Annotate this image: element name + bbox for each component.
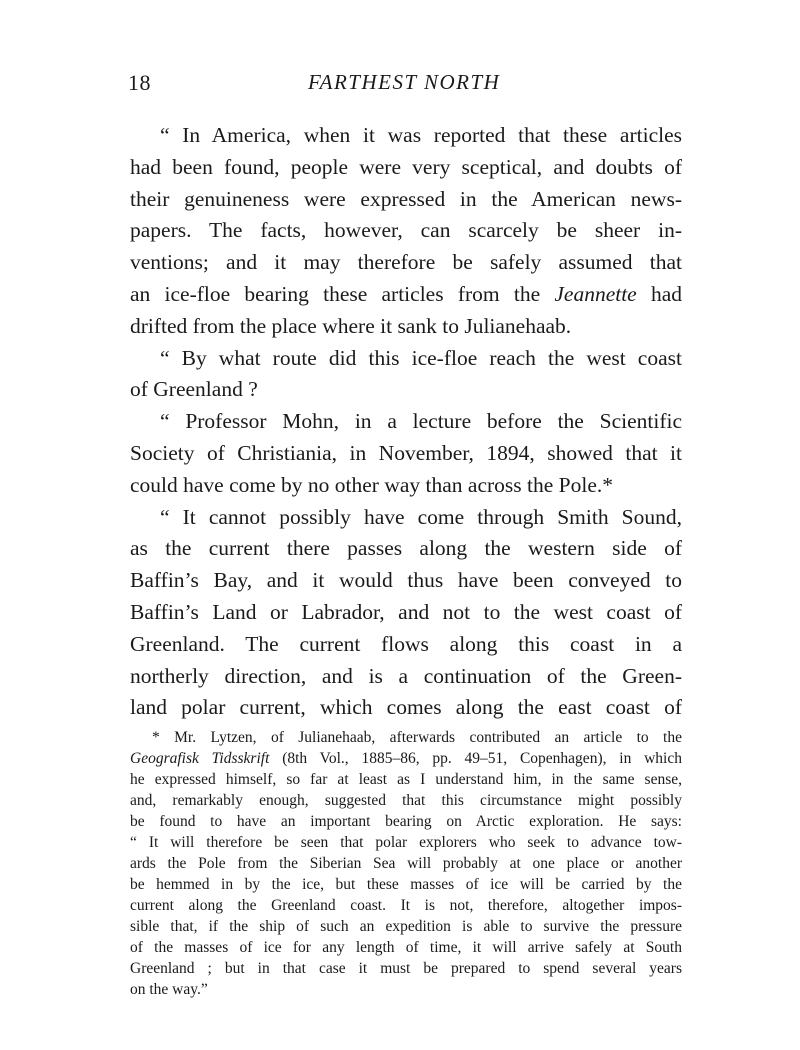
body-line: could have come by no other way than across the Pole.* bbox=[130, 472, 614, 497]
footnote-line-part: (8th Vol., 1885–86, pp. 49–51, Copenhagen), in which bbox=[282, 750, 682, 767]
body-line: land polar current, which comes along the east coast of bbox=[130, 695, 682, 720]
ship-name-italic: Jeannette bbox=[554, 281, 637, 306]
body-line-part: had bbox=[650, 281, 683, 306]
body-line: Greenland. The current flows along this coast in a bbox=[130, 631, 682, 656]
footnote-line: “ It will therefore be seen that polar explorers who seek to advance tow- bbox=[130, 834, 682, 851]
footnote-line: sible that, if the ship of such an expedition is able to survive the pressure bbox=[130, 918, 682, 935]
body-line: drifted from the place where it sank to Julianehaab. bbox=[130, 313, 572, 338]
footnote-line: * Mr. Lytzen, of Julianehaab, afterwards contributed an article to the bbox=[152, 729, 682, 746]
body-line: “ By what route did this ice-floe reach the west coast bbox=[160, 345, 682, 370]
body-line: Baffin’s Land or Labrador, and not to the west coast of bbox=[130, 599, 682, 624]
body-line: had been found, people were very sceptical, and doubts of bbox=[130, 154, 682, 179]
footnote-line: be found to have an important bearing on Arctic exploration. He says: bbox=[130, 813, 682, 830]
footnote-line-with-italic bbox=[130, 748, 682, 769]
footnote-line: ards the Pole from the Siberian Sea will probably at one place or another bbox=[130, 855, 682, 872]
body-line: as the current there passes along the western side of bbox=[130, 536, 682, 561]
body-line: Baffin’s Bay, and it would thus have been conveyed to bbox=[130, 568, 682, 593]
body-line: “ It cannot possibly have come through Smith Sound, bbox=[160, 504, 682, 529]
body-line: “ In America, when it was reported that these articles bbox=[160, 123, 682, 147]
footnote-line: and, remarkably enough, suggested that this circumstance might possibly bbox=[130, 792, 682, 809]
body-text bbox=[130, 120, 682, 724]
page-number: 18 bbox=[128, 70, 151, 95]
body-line: Society of Christiania, in November, 1894, showed that it bbox=[130, 440, 682, 465]
body-line: “ Professor Mohn, in a lecture before the Scientific bbox=[160, 409, 682, 434]
body-line: of Greenland ? bbox=[130, 377, 258, 402]
body-line: northerly direction, and is a continuation of the Green- bbox=[130, 663, 682, 688]
journal-name-italic: Geografisk Tidsskrift bbox=[130, 750, 270, 767]
body-line: ventions; and it may therefore be safely assumed that bbox=[130, 250, 682, 275]
body-line: papers. The facts, however, can scarcely be sheer in- bbox=[130, 218, 682, 243]
body-line-with-italic bbox=[130, 279, 682, 311]
footnote-line: on the way.” bbox=[130, 981, 208, 998]
footnote-line: be hemmed in by the ice, but these masses of ice will be carried by the bbox=[130, 876, 682, 893]
footnote-line: of the masses of ice for any length of time, it will arrive safely at South bbox=[130, 939, 682, 956]
body-line: their genuineness were expressed in the American news- bbox=[130, 186, 682, 211]
footnote-line: he expressed himself, so far at least as I understand him, in the same sense, bbox=[130, 771, 682, 788]
running-title: FARTHEST NORTH bbox=[308, 70, 501, 94]
footnote-line: Greenland ; but in that case it must be prepared to spend several years bbox=[130, 960, 682, 977]
footnote-line: current along the Greenland coast. It is not, therefore, altogether impos- bbox=[130, 897, 682, 914]
body-line-part: an ice-floe bearing these articles from the bbox=[130, 281, 541, 306]
footnote bbox=[130, 727, 682, 1000]
